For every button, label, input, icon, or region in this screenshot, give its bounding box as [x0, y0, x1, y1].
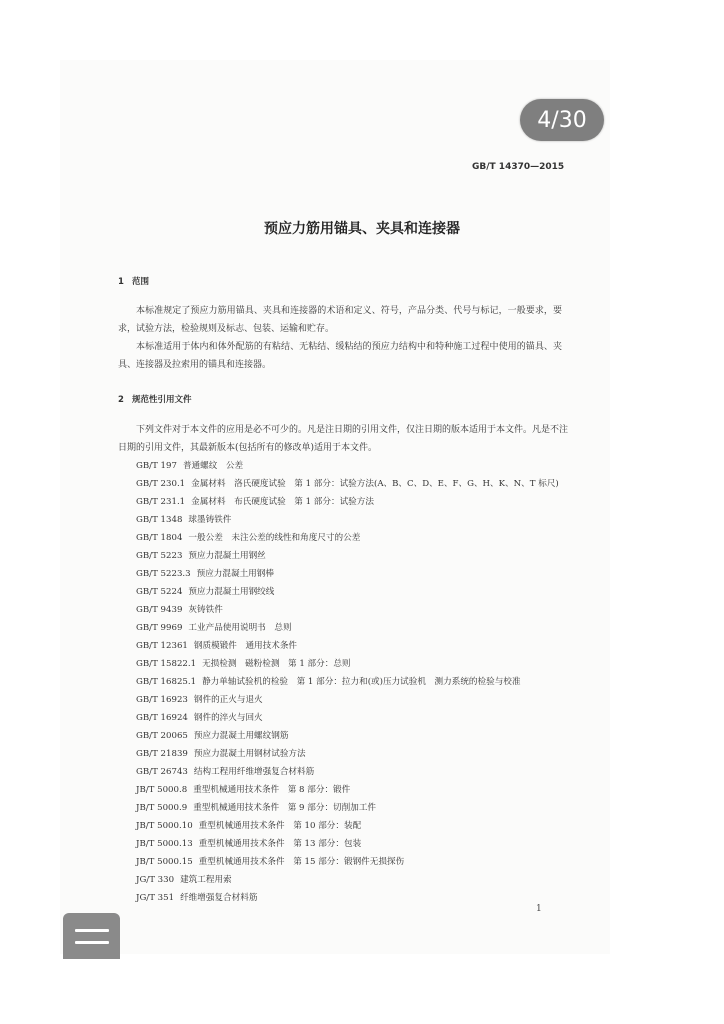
reference-item [118, 799, 568, 817]
page-counter-badge[interactable]: 4/30 [520, 99, 604, 141]
reference-code: GB/T 21839 [136, 749, 188, 759]
reference-item [118, 619, 568, 637]
reference-code: JB/T 5000.15 [136, 857, 193, 867]
reference-title: 工业产品使用说明书 总则 [188, 623, 292, 633]
reference-title: 无损检测 磁粉检测 第 1 部分：总则 [202, 659, 351, 669]
reference-title: 重型机械通用技术条件 第 15 部分：锻钢件无损探伤 [198, 857, 405, 867]
reference-code: GB/T 26743 [136, 767, 188, 777]
reference-item [118, 763, 568, 781]
reference-item [118, 475, 568, 493]
section-number: 2 [118, 395, 124, 405]
reference-title: 重型机械通用技术条件 第 13 部分：包装 [198, 839, 362, 849]
reference-list [118, 457, 568, 907]
reference-title: 金属材料 洛氏硬度试验 第 1 部分：试验方法(A、B、C、D、E、F、G、H、K、N、T 标尺) [191, 479, 559, 489]
reference-item [118, 781, 568, 799]
reference-code: JB/T 5000.10 [136, 821, 193, 831]
reference-item [118, 889, 568, 907]
reference-title: 重型机械通用技术条件 第 9 部分：切削加工件 [193, 803, 377, 813]
reference-code: GB/T 16825.1 [136, 677, 197, 687]
reference-code: JB/T 5000.13 [136, 839, 193, 849]
reference-title: 建筑工程用索 [180, 875, 232, 885]
reference-title: 钢质模锻件 通用技术条件 [193, 641, 298, 651]
reference-item [118, 565, 568, 583]
reference-item [118, 673, 568, 691]
reference-item [118, 547, 568, 565]
document-title: 预应力筋用锚具、夹具和连接器 [264, 221, 460, 237]
section-1-heading [118, 275, 149, 287]
reference-code: GB/T 230.1 [136, 479, 186, 489]
reference-code: GB/T 20065 [136, 731, 188, 741]
reference-item [118, 529, 568, 547]
reference-title: 钢件的正火与退火 [193, 695, 263, 705]
reference-code: GB/T 9969 [136, 623, 183, 633]
reference-item [118, 709, 568, 727]
reference-item [118, 745, 568, 763]
hamburger-menu-icon[interactable] [63, 913, 120, 959]
reference-title: 灰铸铁件 [188, 605, 223, 615]
reference-item [118, 457, 568, 475]
reference-title: 预应力混凝土用螺纹钢筋 [193, 731, 289, 741]
section-number: 1 [118, 277, 124, 287]
reference-title: 预应力混凝土用钢绞线 [188, 587, 275, 597]
reference-code: GB/T 12361 [136, 641, 188, 651]
section-title: 范围 [132, 277, 150, 287]
reference-code: GB/T 15822.1 [136, 659, 197, 669]
reference-item [118, 871, 568, 889]
reference-title: 静力单轴试验机的检验 第 1 部分：拉力和(或)压力试验机 测力系统的检验与校准 [202, 677, 521, 687]
reference-title: 预应力混凝土用钢棒 [196, 569, 274, 579]
reference-code: JB/T 5000.9 [136, 803, 188, 813]
reference-code: JB/T 5000.8 [136, 785, 188, 795]
standard-code: GB/T 14370—2015 [472, 162, 565, 172]
reference-code: GB/T 5223.3 [136, 569, 191, 579]
page-number: 1 [536, 904, 542, 914]
reference-title: 结构工程用纤维增强复合材料筋 [193, 767, 315, 777]
section-1-paragraph-1: 本标准规定了预应力筋用锚具、夹具和连接器的术语和定义、符号，产品分类、代号与标记，一般要求，要求，试验方法，检验规则及标志、包装、运输和贮存。 [118, 306, 562, 334]
reference-item [118, 655, 568, 673]
reference-code: GB/T 16923 [136, 695, 188, 705]
reference-title: 球墨铸铁件 [188, 515, 232, 525]
menu-bar [75, 929, 109, 932]
section-1-paragraph-2: 本标准适用于体内和体外配筋的有粘结、无粘结、缓粘结的预应力结构中和特种施工过程中使用的锚具、夹具、连接器及拉索用的锚具和连接器。 [118, 342, 562, 370]
reference-item [118, 601, 568, 619]
reference-item [118, 853, 568, 871]
reference-code: GB/T 231.1 [136, 497, 186, 507]
reference-title: 钢件的淬火与回火 [193, 713, 263, 723]
reference-code: GB/T 1804 [136, 533, 183, 543]
reference-title: 普通螺纹 公差 [182, 461, 244, 471]
reference-title: 预应力混凝土用钢材试验方法 [193, 749, 306, 759]
menu-bar [75, 941, 109, 944]
reference-code: JG/T 351 [136, 893, 175, 903]
section-2-paragraph-1: 下列文件对于本文件的应用是必不可少的。凡是注日期的引用文件，仅注日期的版本适用于本文件。凡是不注日期的引用文件，其最新版本(包括所有的修改单)适用于本文件。 [118, 425, 569, 453]
reference-code: GB/T 1348 [136, 515, 183, 525]
reference-code: GB/T 16924 [136, 713, 188, 723]
reference-item [118, 637, 568, 655]
reference-title: 一般公差 未注公差的线性和角度尺寸的公差 [188, 533, 361, 543]
reference-title: 纤维增强复合材料筋 [180, 893, 258, 903]
reference-title: 重型机械通用技术条件 第 8 部分：锻件 [193, 785, 351, 795]
reference-code: GB/T 9439 [136, 605, 183, 615]
reference-title: 金属材料 布氏硬度试验 第 1 部分：试验方法 [191, 497, 374, 507]
section-title: 规范性引用文件 [132, 395, 192, 405]
reference-item [118, 835, 568, 853]
reference-item [118, 583, 568, 601]
reference-title: 预应力混凝土用钢丝 [188, 551, 266, 561]
reference-title: 重型机械通用技术条件 第 10 部分：装配 [198, 821, 362, 831]
reference-code: GB/T 5224 [136, 587, 183, 597]
reference-item [118, 511, 568, 529]
reference-item [118, 727, 568, 745]
reference-code: GB/T 5223 [136, 551, 183, 561]
reference-item [118, 691, 568, 709]
reference-item [118, 817, 568, 835]
reference-item [118, 493, 568, 511]
reference-code: GB/T 197 [136, 461, 177, 471]
reference-code: JG/T 330 [136, 875, 175, 885]
section-2-heading [118, 393, 192, 405]
